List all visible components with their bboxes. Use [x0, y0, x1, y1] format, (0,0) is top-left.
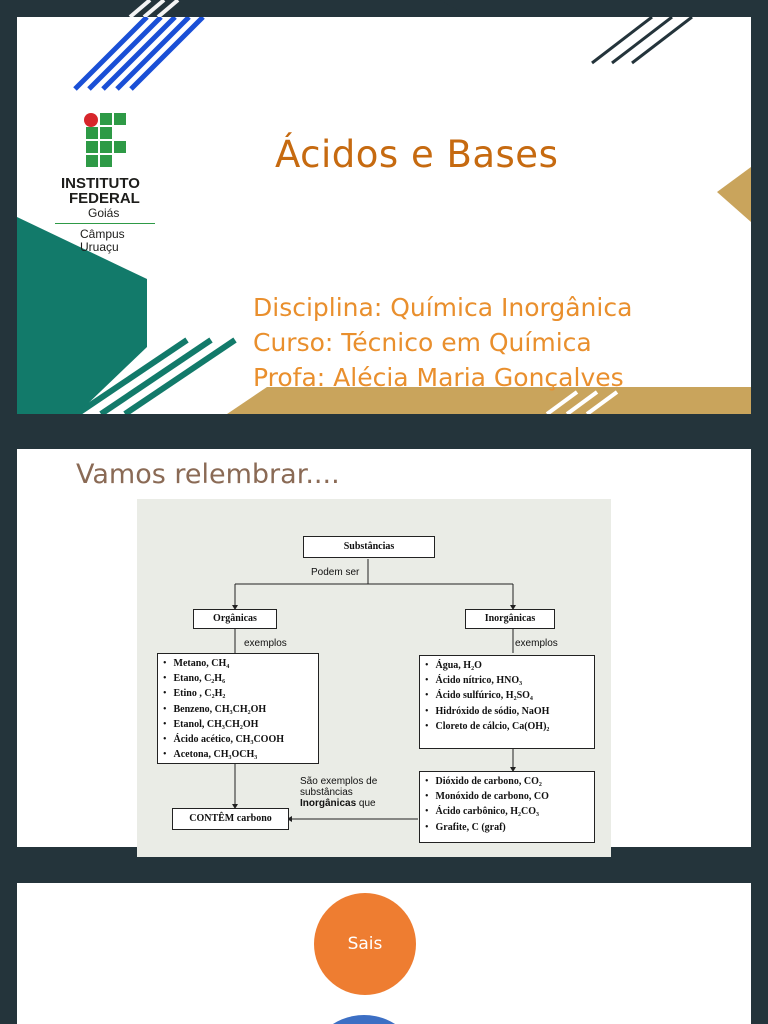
podem-ser-label: Podem ser	[311, 567, 360, 578]
exemplos-left-label: exemplos	[244, 638, 287, 649]
logo-line1: INSTITUTO	[61, 175, 140, 192]
sais-label: Sais	[347, 934, 383, 954]
list-item: • Etanol, CH₃CH₂OH	[163, 717, 318, 732]
review-title: Vamos relembrar....	[76, 459, 340, 490]
logo-line3: Goiás	[88, 206, 120, 220]
presentation-title: Ácidos e Bases	[275, 133, 559, 176]
list-item: • Etano, C₂H₆	[163, 671, 318, 686]
course-line: Curso: Técnico em Química	[253, 328, 592, 357]
list-item: • Ácido sulfúrico, H₂SO₄	[425, 688, 594, 703]
title-card	[17, 17, 751, 414]
note-rest: que	[356, 798, 376, 809]
carbon-examples-box	[419, 771, 595, 843]
sais-circle	[314, 893, 416, 995]
list-item: • Ácido acético, CH₃COOH	[163, 732, 318, 747]
teacher-line: Profa: Alécia Maria Gonçalves	[253, 363, 624, 392]
list-item: • Hidróxido de sódio, NaOH	[425, 704, 594, 719]
functions-slide	[0, 866, 768, 1024]
inorganicas-box: Inorgânicas	[465, 609, 555, 629]
note-bold: Inorgânicas	[300, 798, 357, 809]
logo-line4: Câmpus	[80, 227, 125, 241]
logo-line5: Uruaçu	[80, 240, 119, 254]
organic-list	[158, 654, 318, 762]
list-item: • Dióxido de carbono, CO₂	[425, 774, 594, 789]
list-item: • Grafite, C (graf)	[425, 820, 594, 835]
inorganic-examples-box	[419, 655, 595, 749]
functions-card	[17, 883, 751, 1024]
carbon-list	[420, 772, 594, 835]
contem-carbono-box: CONTÊM carbono	[172, 808, 289, 830]
blue-circle	[306, 1015, 422, 1024]
note-line1: São exemplos de	[300, 776, 378, 787]
organic-examples-box	[157, 653, 319, 764]
note-text	[300, 776, 377, 809]
list-item: • Água, H₂O	[425, 658, 594, 673]
inorganic-list	[420, 656, 594, 734]
list-item: • Metano, CH₄	[163, 656, 318, 671]
discipline-line: Disciplina: Química Inorgânica	[253, 293, 633, 322]
title-slide	[0, 0, 768, 432]
organicas-box: Orgânicas	[193, 609, 277, 629]
list-item: • Cloreto de cálcio, Ca(OH)₂	[425, 719, 594, 734]
list-item: • Ácido nítrico, HNO₃	[425, 673, 594, 688]
exemplos-right-label: exemplos	[515, 638, 558, 649]
logo-line2: FEDERAL	[69, 190, 140, 207]
list-item: • Monóxido de carbono, CO	[425, 789, 594, 804]
logo-mark	[83, 113, 133, 169]
root-box: Substâncias	[303, 536, 435, 558]
note-line3	[300, 798, 377, 809]
list-item: • Acetona, CH₃OCH₃	[163, 747, 318, 762]
list-item: • Ácido carbônico, H₂CO₃	[425, 804, 594, 819]
course-info	[253, 290, 632, 395]
logo-divider	[55, 223, 155, 224]
note-line2: substâncias	[300, 787, 353, 798]
list-item: • Benzeno, CH₃CH₂OH	[163, 702, 318, 717]
review-slide	[0, 432, 768, 866]
substances-diagram	[137, 499, 611, 857]
list-item: • Etino , C₂H₂	[163, 686, 318, 701]
